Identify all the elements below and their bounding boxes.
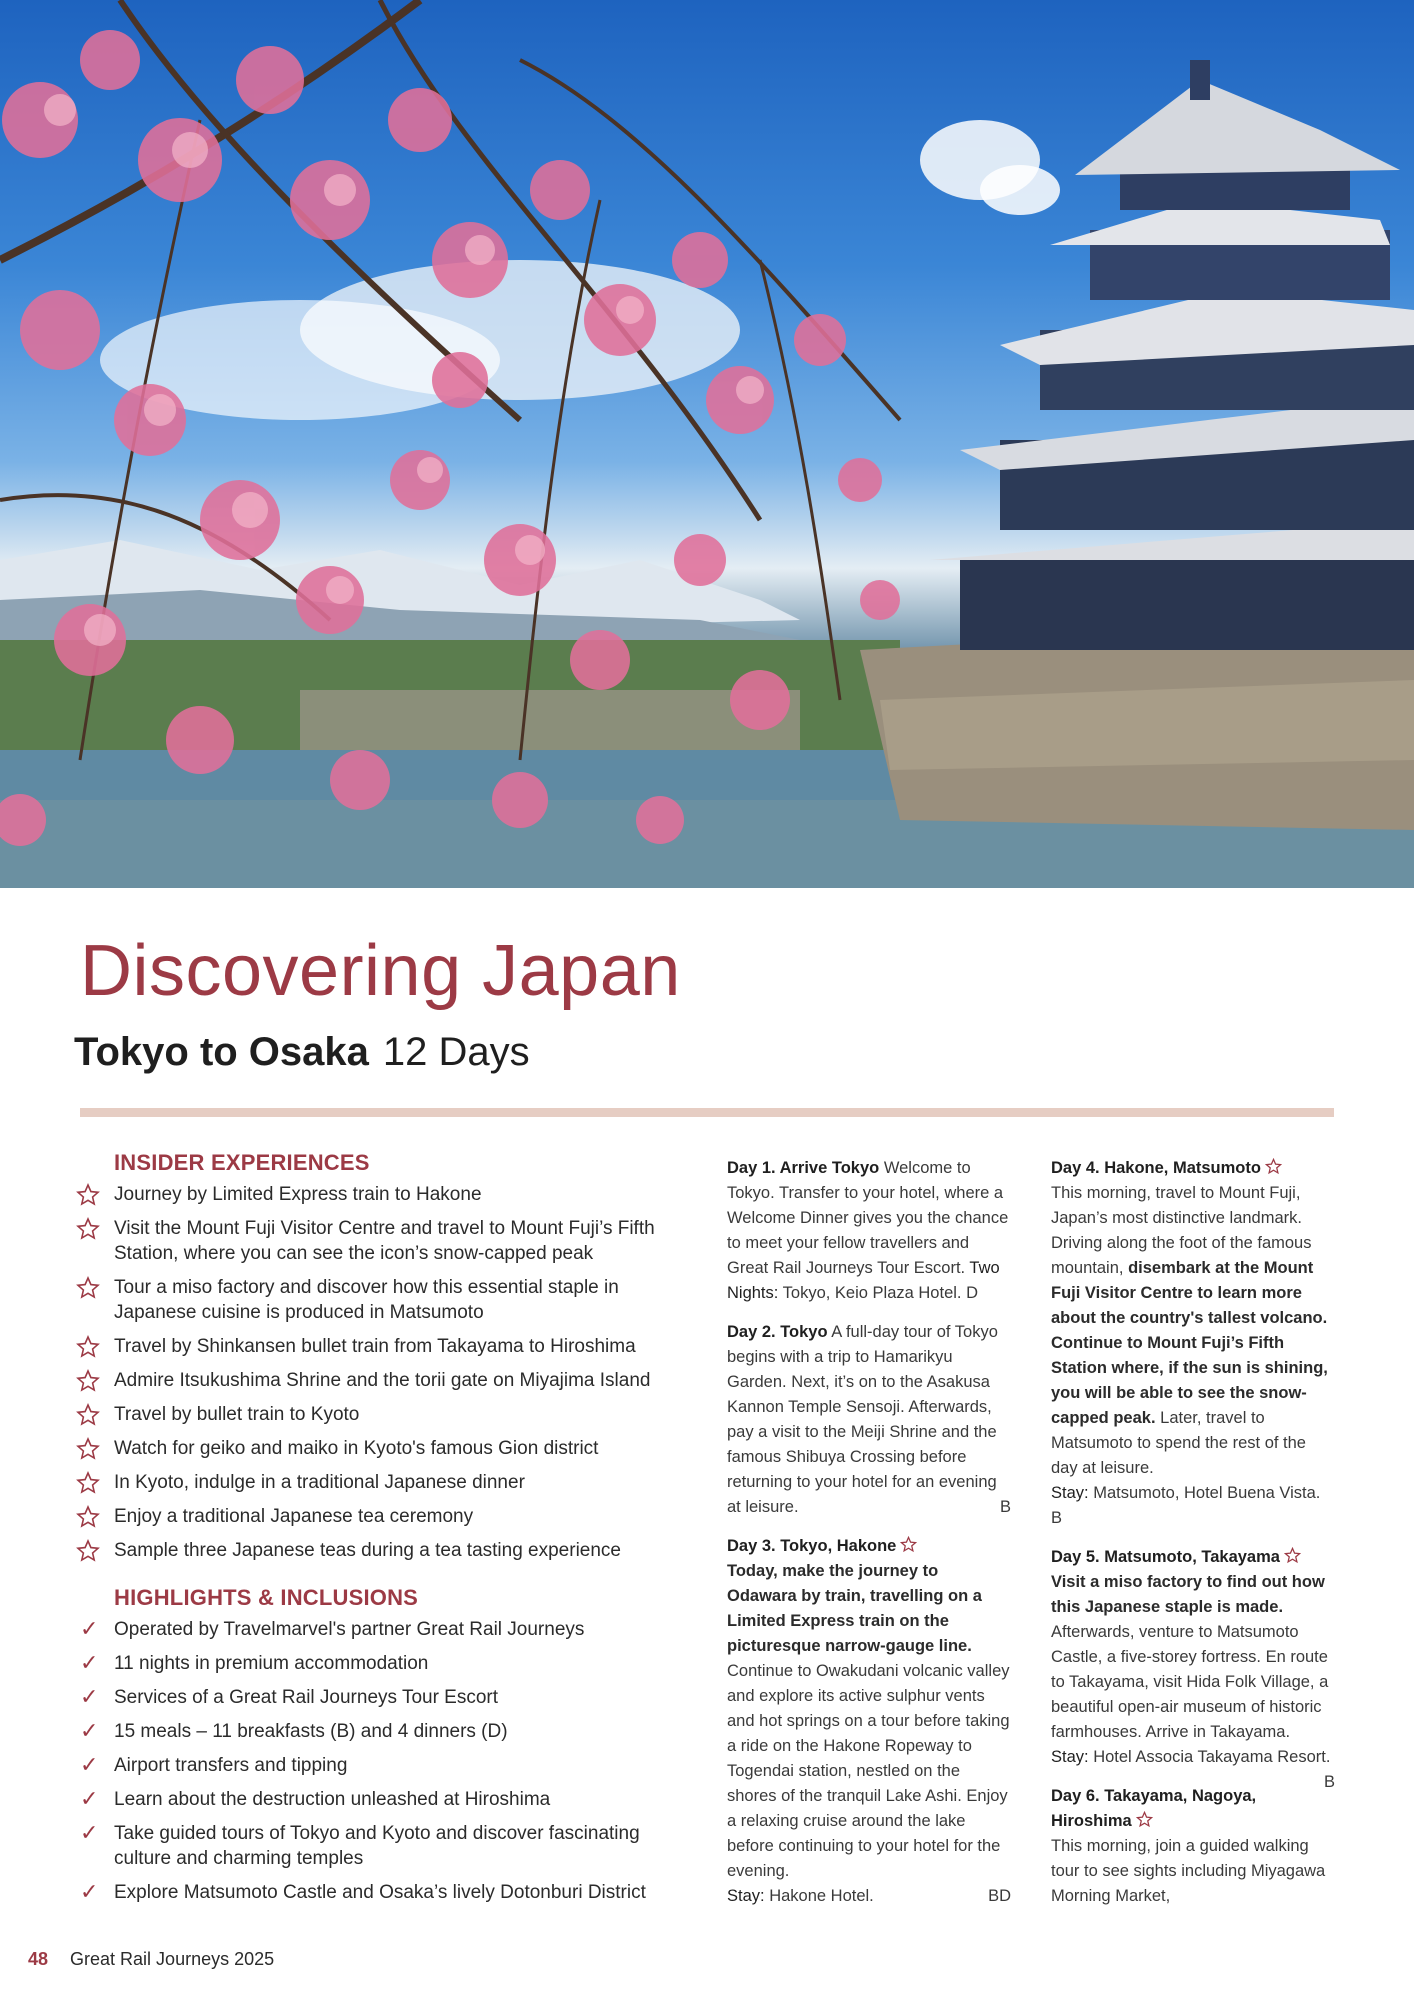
star-icon [1136, 1811, 1153, 1828]
itinerary-column-1 [727, 1156, 1011, 1923]
star-icon [1284, 1547, 1301, 1564]
checkmark-icon: ✓ [80, 1879, 99, 1904]
day-heading: Day 1. Arrive Tokyo [727, 1159, 880, 1177]
insider-heading: INSIDER EXPERIENCES [114, 1150, 370, 1175]
insider-list [76, 1182, 686, 1563]
day-4: Day 4. Hakone, Matsumoto This morning, travel to Mount Fuji, Japan’s most distinctive landmark. Driving along the foot of the famous mountain, disembark at the Mount Fuji Visitor Centre to learn more about the country's tallest volcano. Continue to Mount Fuji’s Fifth Station where, if the sun is shining, you will be able to see the snow-capped peak. Later, travel to Matsumoto to spend the rest of the day at leisure. Stay: Matsumoto, Hotel Buena Vista. B [1051, 1159, 1328, 1527]
checkmark-icon: ✓ [80, 1752, 99, 1777]
list-item: Watch for geiko and maiko in Kyoto's famous Gion district [76, 1436, 686, 1461]
page-number: 48 [28, 1949, 49, 1969]
day-heading: Day 2. Tokyo [727, 1323, 828, 1341]
list-item: Travel by bullet train to Kyoto [76, 1402, 686, 1427]
star-icon [76, 1335, 100, 1359]
meal-code: BD [988, 1887, 1011, 1905]
list-item: Visit the Mount Fuji Visitor Centre and travel to Mount Fuji’s Fifth Station, where you can see the icon’s snow-capped peak [76, 1216, 686, 1266]
list-item: ✓ Explore Matsumoto Castle and Osaka’s lively Dotonburi District [80, 1879, 646, 1904]
star-icon [76, 1183, 100, 1207]
day-heading: Day 4. Hakone, Matsumoto [1051, 1159, 1261, 1177]
star-icon [76, 1437, 100, 1461]
list-item: ✓ Operated by Travelmarvel's partner Great Rail Journeys [80, 1616, 585, 1641]
list-item: ✓ Airport transfers and tipping [80, 1752, 348, 1777]
hero-photo [0, 0, 1414, 888]
experiences-column [76, 1150, 686, 1914]
page-title: Discovering Japan [80, 931, 681, 1011]
star-icon [76, 1471, 100, 1495]
checkmark-icon: ✓ [80, 1786, 99, 1811]
list-item: Enjoy a traditional Japanese tea ceremony [76, 1504, 686, 1529]
divider-rule [80, 1108, 1334, 1117]
day-heading: Day 6. Takayama, Nagoya, Hiroshima [1051, 1787, 1257, 1830]
footer-text: Great Rail Journeys 2025 [70, 1949, 275, 1969]
star-icon [76, 1369, 100, 1393]
day-3: Day 3. Tokyo, Hakone Today, make the journey to Odawara by train, travelling on a Limited Express train on the picturesque narrow-gauge line. Continue to Owakudani volcanic valley and explore its active sulphur vents and hot springs on a tour before taking a ride on the Hakone Ropeway to Togendai station, nestled on the shores of the tranquil Lake Ashi. Enjoy a relaxing cruise around the lake before continuing to your hotel for the evening. Stay: Hakone Hotel. BD [727, 1534, 1011, 1909]
itinerary-column-2 [1051, 1156, 1335, 1923]
star-icon [76, 1539, 100, 1563]
meal-code: B [999, 1498, 1011, 1516]
star-icon [76, 1276, 100, 1300]
star-icon [76, 1403, 100, 1427]
day-5: Day 5. Matsumoto, Takayama Visit a miso factory to find out how this Japanese staple is made. Afterwards, venture to Matsumoto Castle, a five-storey fortress. En route to Takayama, visit Hida Folk Village, a beautiful open-air museum of historic farmhouses. Arrive in Takayama. Stay: Hotel Associa Takayama Resort. B [1051, 1545, 1335, 1770]
checkmark-icon: ✓ [80, 1820, 99, 1845]
list-item: Tour a miso factory and discover how this essential staple in Japanese cuisine is produced in Matsumoto [76, 1275, 686, 1325]
list-item: ✓ Learn about the destruction unleashed at Hiroshima [80, 1786, 551, 1811]
list-item: Journey by Limited Express train to Hakone [76, 1182, 686, 1207]
meal-code: B [1323, 1773, 1335, 1791]
list-item: Admire Itsukushima Shrine and the torii gate on Miyajima Island [76, 1368, 686, 1393]
tour-subtitle [74, 1030, 530, 1075]
meal-code: D [966, 1284, 979, 1302]
tour-route: Tokyo to Osaka [74, 1030, 369, 1074]
list-item: Travel by Shinkansen bullet train from Takayama to Hiroshima [76, 1334, 686, 1359]
meal-code: B [1051, 1509, 1063, 1527]
day-1: Day 1. Arrive Tokyo Welcome to Tokyo. Transfer to your hotel, where a Welcome Dinner gives you the chance to meet your fellow travellers and Great Rail Journeys Tour Escort. Two Nights: Tokyo, Keio Plaza Hotel. D [727, 1159, 1009, 1302]
day-heading: Day 3. Tokyo, Hakone [727, 1537, 897, 1555]
checkmark-icon: ✓ [80, 1616, 99, 1641]
day-2: Day 2. Tokyo A full-day tour of Tokyo begins with a trip to Hamarikyu Garden. Next, it’s on to the Asakusa Kannon Temple Sensoji. Afterwards, pay a visit to the Meiji Shrine and the famous Shibuya Crossing before returning to your hotel for an evening at leisure. B [727, 1320, 1011, 1520]
list-item: ✓ Take guided tours of Tokyo and Kyoto and discover fascinating culture and charming temples [80, 1820, 640, 1869]
star-icon [76, 1217, 100, 1241]
list-item: Sample three Japanese teas during a tea tasting experience [76, 1538, 686, 1563]
checkmark-icon: ✓ [80, 1650, 99, 1675]
list-item: ✓ Services of a Great Rail Journeys Tour Escort [80, 1684, 499, 1709]
day-heading: Day 5. Matsumoto, Takayama [1051, 1548, 1280, 1566]
checkmark-icon: ✓ [80, 1684, 99, 1709]
star-icon [76, 1505, 100, 1529]
list-item: ✓ 11 nights in premium accommodation [80, 1650, 429, 1675]
page-footer [28, 1949, 274, 1970]
checkmark-icon: ✓ [80, 1718, 99, 1743]
highlights-heading: HIGHLIGHTS & INCLUSIONS [114, 1585, 419, 1610]
list-item: In Kyoto, indulge in a traditional Japanese dinner [76, 1470, 686, 1495]
hero-illustration [0, 0, 1414, 888]
tour-duration: 12 Days [382, 1030, 530, 1074]
star-icon [900, 1536, 917, 1553]
list-item: ✓ 15 meals – 11 breakfasts (B) and 4 dinners (D) [80, 1718, 508, 1743]
star-icon [1265, 1158, 1282, 1175]
day-6: Day 6. Takayama, Nagoya, Hiroshima This morning, join a guided walking tour to see sights including Miyagawa Morning Market, [1051, 1787, 1326, 1905]
highlights-list [76, 1617, 686, 1905]
